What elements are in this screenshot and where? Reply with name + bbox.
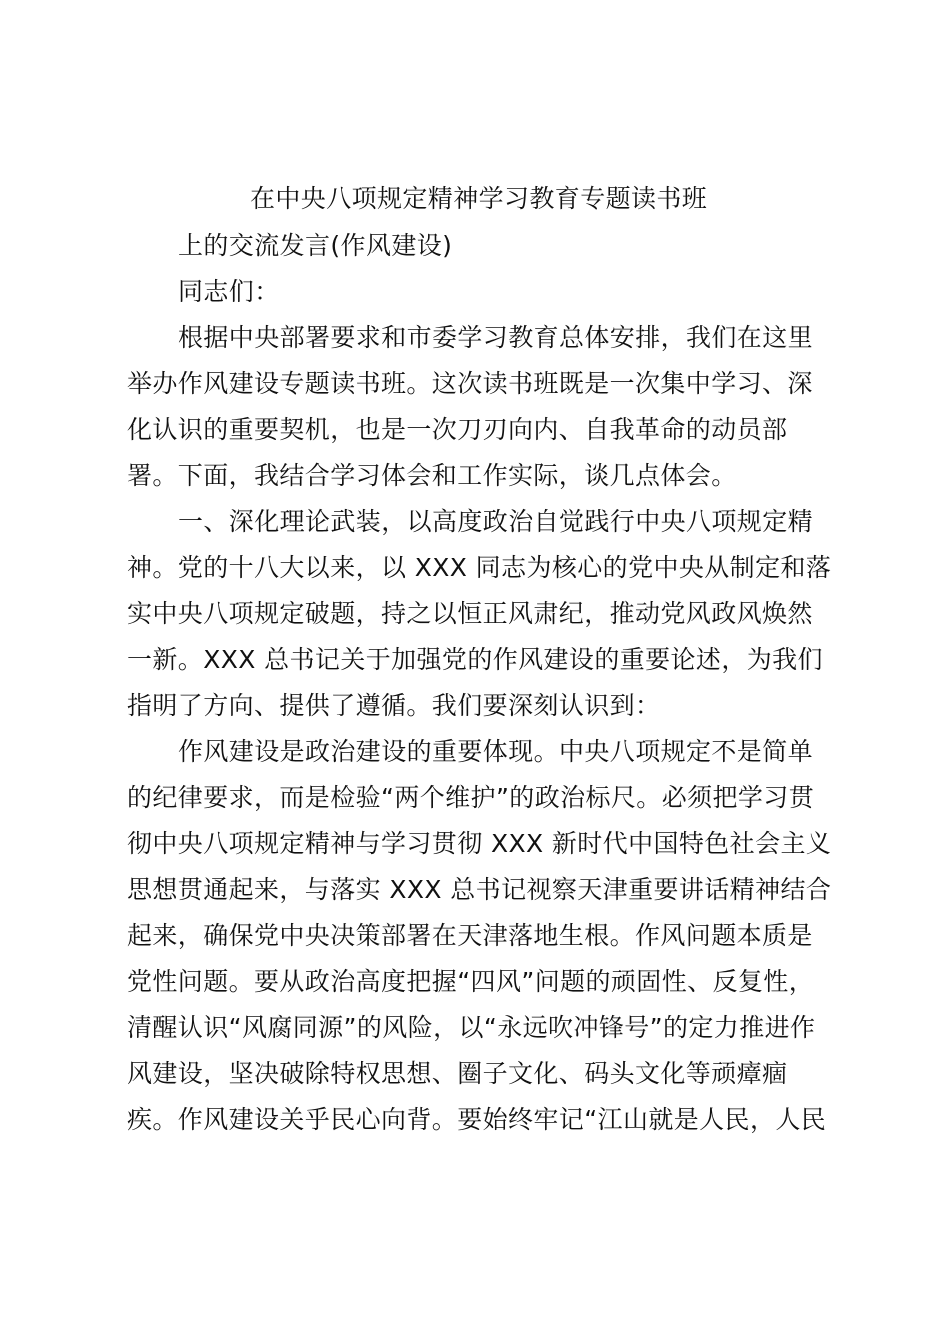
salutation: 同志们： xyxy=(178,277,280,306)
paragraph-line: 起来，确保党中央决策部署在天津落地生根。作风问题本质是 xyxy=(127,921,813,950)
paragraph-line: 指明了方向、提供了遵循。我们要深刻认识到： xyxy=(127,691,661,720)
paragraph-line: 清醒认识“风腐同源”的风险，以“永远吹冲锋号”的定力推进作 xyxy=(127,1013,816,1042)
paragraph-line: 作风建设是政治建设的重要体现。中央八项规定不是简单 xyxy=(178,737,814,766)
paragraph-line: 疾。作风建设关乎民心向背。要始终牢记“江山就是人民，人民 xyxy=(127,1105,827,1134)
paragraph-line: 实中央八项规定破题，持之以恒正风肃纪，推动党风政风焕然 xyxy=(127,599,813,628)
paragraph-line: 署。下面，我结合学习体会和工作实际，谈几点体会。 xyxy=(127,461,737,490)
paragraph-line: 党性问题。要从政治高度把握“四风”问题的顽固性、反复性， xyxy=(127,967,815,996)
paragraph-line: 一新。XXX 总书记关于加强党的作风建设的重要论述，为我们 xyxy=(127,645,823,674)
section-heading-line: 一、深化理论武装，以高度政治自觉践行中央八项规定精 xyxy=(178,507,814,536)
paragraph-line: 化认识的重要契机，也是一次刀刃向内、自我革命的动员部 xyxy=(127,415,788,444)
paragraph-line: 神。党的十八大以来，以 XXX 同志为核心的党中央从制定和落 xyxy=(127,553,832,582)
paragraph-line: 根据中央部署要求和市委学习教育总体安排，我们在这里 xyxy=(178,323,814,352)
paragraph-line: 思想贯通起来，与落实 XXX 总书记视察天津重要讲话精神结合 xyxy=(127,875,832,904)
paragraph-line: 风建设，坚决破除特权思想、圈子文化、码头文化等顽瘴痼 xyxy=(127,1059,788,1088)
paragraph-line: 举办作风建设专题读书班。这次读书班既是一次集中学习、深 xyxy=(127,369,813,398)
paragraph-line: 的纪律要求，而是检验“两个维护”的政治标尺。必须把学习贯 xyxy=(127,783,815,812)
title-line-1: 在中央八项规定精神学习教育专题读书班 xyxy=(250,184,708,213)
paragraph-line: 彻中央八项规定精神与学习贯彻 XXX 新时代中国特色社会主义 xyxy=(127,829,832,858)
title-line-2: 上的交流发言(作风建设) xyxy=(178,231,453,260)
